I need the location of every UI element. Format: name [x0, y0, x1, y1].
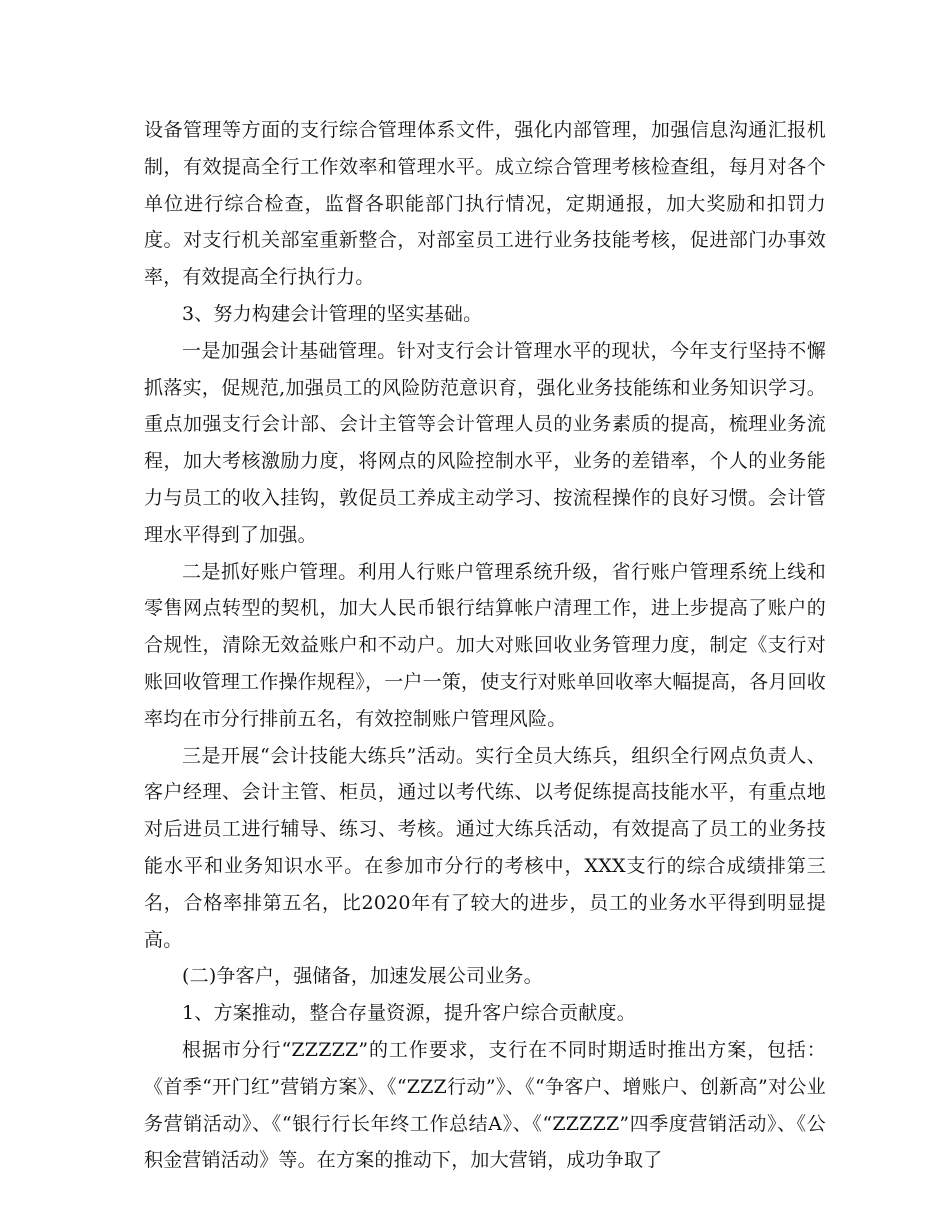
paragraph-marketing-plans: 根据市分行“ZZZZZ”的工作要求，支行在不同时期适时推出方案，包括：《首季“开门红”营销方案》、《“ZZZ行动”》、《“争客户、增账户、创新高”对公业务营销活动》、《“银行行长年终工作总结A》、《“ZZZZZ”四季度营销活动》、《公积金营销活动》等。在方案的推动下，加大营销，成功争取了 — [144, 1038, 826, 1172]
paragraph-skills-training: 三是开展“会计技能大练兵”活动。实行全员大练兵，组织全行网点负责人、客户经理、会计主管、柜员，通过以考代练、以考促练提高技能水平，有重点地对后进员工进行辅导、练习、考核。通过大练兵活动，有效提高了员工的业务技能水平和业务知识水平。在参加市分行的考核中，XXX支行的综合成绩排第三名，合格率排第五名，比2020年有了较大的进步，员工的业务水平得到明显提高。 — [144, 744, 826, 951]
paragraph-accounting-basics: 一是加强会计基础管理。针对支行会计管理水平的现状，今年支行坚持不懈抓落实，促规范,加强员工的风险防范意识育，强化业务技能练和业务知识学习。重点加强支行会计部、会计主管等会计管理人员的业务素质的提高，梳理业务流程，加大考核激励力度，将网点的风险控制水平，业务的差错率，个人的业务能力与员工的收入挂钩，敦促员工养成主动学习、按流程操作的良好习惯。会计管理水平得到了加强。 — [144, 339, 826, 546]
heading-corporate-business: (二)争客户，强储备，加速发展公司业务。 — [182, 965, 543, 988]
paragraph-admin-management: 设备管理等方面的支行综合管理体系文件，强化内部管理，加强信息沟通汇报机制，有效提高全行工作效率和管理水平。成立综合管理考核检查组，每月对各个单位进行综合检查，监督各职能部门执行情况，定期通报，加大奖励和扣罚力度。对支行机关部室重新整合，对部室员工进行业务技能考核，促进部门办事效率，有效提高全行执行力。 — [144, 119, 826, 289]
heading-accounting-foundation: 3、努力构建会计管理的坚实基础。 — [182, 302, 483, 325]
heading-plan-promotion: 1、方案推动，整合存量资源，提升客户综合贡献度。 — [182, 1002, 636, 1025]
paragraph-account-management: 二是抓好账户管理。利用人行账户管理系统升级，省行账户管理系统上线和零售网点转型的契机，加大人民币银行结算帐户清理工作，进上步提高了账户的合规性，清除无效益账户和不动户。加大对账回收业务管理力度，制定《支行对账回收管理工作操作规程》，一户一策，使支行对账单回收率大幅提高，各月回收率均在市分行排前五名，有效控制账户管理风险。 — [144, 560, 826, 730]
